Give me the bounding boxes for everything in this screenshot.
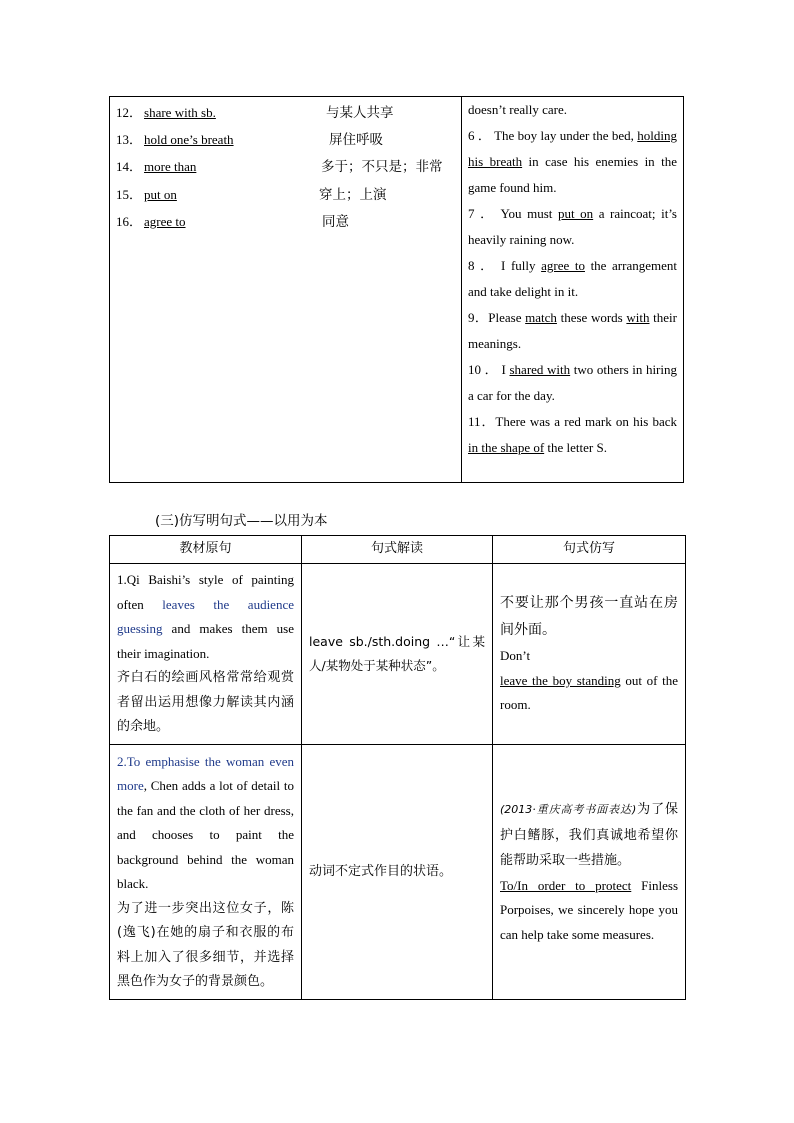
imitation-prompt: 不要让那个男孩一直站在房间外面。	[500, 595, 678, 639]
table-row	[110, 745, 686, 1000]
phrase-text: agree to	[144, 214, 186, 229]
analysis-text: 动词不定式作目的状语。	[309, 863, 453, 879]
phrase-text: more than	[144, 159, 197, 174]
phrase-item-16: 16． agree to 同意	[116, 214, 349, 230]
sentence-7: 7 ． You must put on a raincoat; it’s heavily raining now.	[468, 206, 677, 247]
phrase-text: put on	[144, 187, 177, 202]
practice-sentences	[468, 97, 677, 461]
answer-blank: in the shape of	[468, 440, 545, 455]
header-imitation: 句式仿写	[493, 536, 686, 564]
answer-blank: To/In order to protect	[500, 877, 632, 893]
answer-blank: shared with	[509, 362, 571, 377]
sentence-11: 11．There was a red mark on his back in the shape of the letter S.	[468, 414, 677, 455]
phrase-meaning: 与某人共享	[326, 105, 394, 121]
original-sentence: 1.Qi Baishi’s style of painting often leaves the audience guessing and makes them use their imagination.	[117, 572, 294, 661]
phrase-item-15: 15． put on 穿上；上演	[116, 187, 387, 203]
original-translation: 为了进一步突出这位女子，陈(逸飞)在她的扇子和衣服的布料上加入了很多细节，并选择黑色作为女子的背景颜色。	[117, 900, 294, 989]
imitation-prompt: (2013·重庆高考书面表达)为了保护白鳍豚，我们真诚地希望你能帮助采取一些措施。	[500, 802, 678, 868]
header-original: 教材原句	[110, 536, 302, 564]
original-translation: 齐白石的绘画风格常常给观赏者留出运用想像力解读其内涵的余地。	[117, 670, 294, 735]
header-analysis: 句式解读	[302, 536, 493, 564]
table-header-row	[110, 536, 686, 564]
analysis-cell	[302, 745, 493, 1000]
phrase-list	[110, 97, 461, 482]
phrase-meaning: 多于；不只是；非常	[321, 159, 443, 175]
phrase-item-14: 14． more than 多于；不只是；非常	[116, 159, 443, 175]
source-note: (2013·重庆高考书面表达)	[500, 803, 637, 816]
answer-blank: agree to	[541, 258, 585, 273]
imitation-cell	[493, 745, 686, 1000]
original-sentence: 2.To emphasise the woman even more, Chen adds a lot of detail to the fan and the cloth of her dress, and chooses to paint the background behind the woman black.	[117, 753, 294, 891]
sentence-10: 10 ． I shared with two others in hiring a car for the day.	[468, 362, 678, 403]
answer-blank: put on	[557, 206, 594, 221]
highlight-phrase: leaves the audience guessing	[117, 596, 294, 637]
table-row	[110, 564, 686, 745]
column-divider	[461, 97, 462, 482]
phrase-meaning: 同意	[322, 214, 349, 230]
highlight-phrase: 2.To emphasise the woman even more	[117, 753, 294, 793]
phrase-table	[109, 96, 684, 483]
analysis-cell	[302, 564, 493, 745]
original-cell	[110, 745, 302, 1000]
phrase-text: hold one’s breath	[144, 132, 234, 147]
sentence-9: 9．Please match these words with their meanings.	[468, 310, 677, 351]
sentence-6: 6 ． The boy lay under the bed, holding his breath in case his enemies in the game found him.	[468, 128, 677, 195]
answer-blank: leave the boy standing	[500, 672, 621, 688]
sentence-table	[109, 535, 686, 1000]
phrase-meaning: 穿上；上演	[319, 187, 387, 203]
phrase-item-13: 13． hold one’s breath 屏住呼吸	[116, 132, 383, 148]
answer-blank: match	[525, 310, 557, 325]
section-title: (三)仿写明句式——以用为本	[155, 513, 328, 529]
phrase-meaning: 屏住呼吸	[329, 132, 383, 148]
imitation-answer: Don’t leave the boy standing out of the room.	[500, 648, 678, 713]
imitation-answer: To/In order to protect Finless Porpoises, we sincerely hope you can help take some measures.	[500, 877, 679, 942]
sentence-continuation: doesn’t really care.	[468, 102, 568, 117]
answer-blank: with	[626, 310, 650, 325]
phrase-text: share with sb.	[144, 105, 216, 120]
original-cell	[110, 564, 302, 745]
phrase-item-12: 12． share with sb. 与某人共享	[116, 105, 394, 121]
answer-blank: holding his breath	[468, 128, 677, 169]
imitation-cell	[493, 564, 686, 745]
analysis-text: leave sb./sth.doing …“让某人/某物处于某种状态”。	[309, 633, 485, 673]
sentence-8: 8 ． I fully agree to the arrangement and take delight in it.	[468, 258, 677, 299]
